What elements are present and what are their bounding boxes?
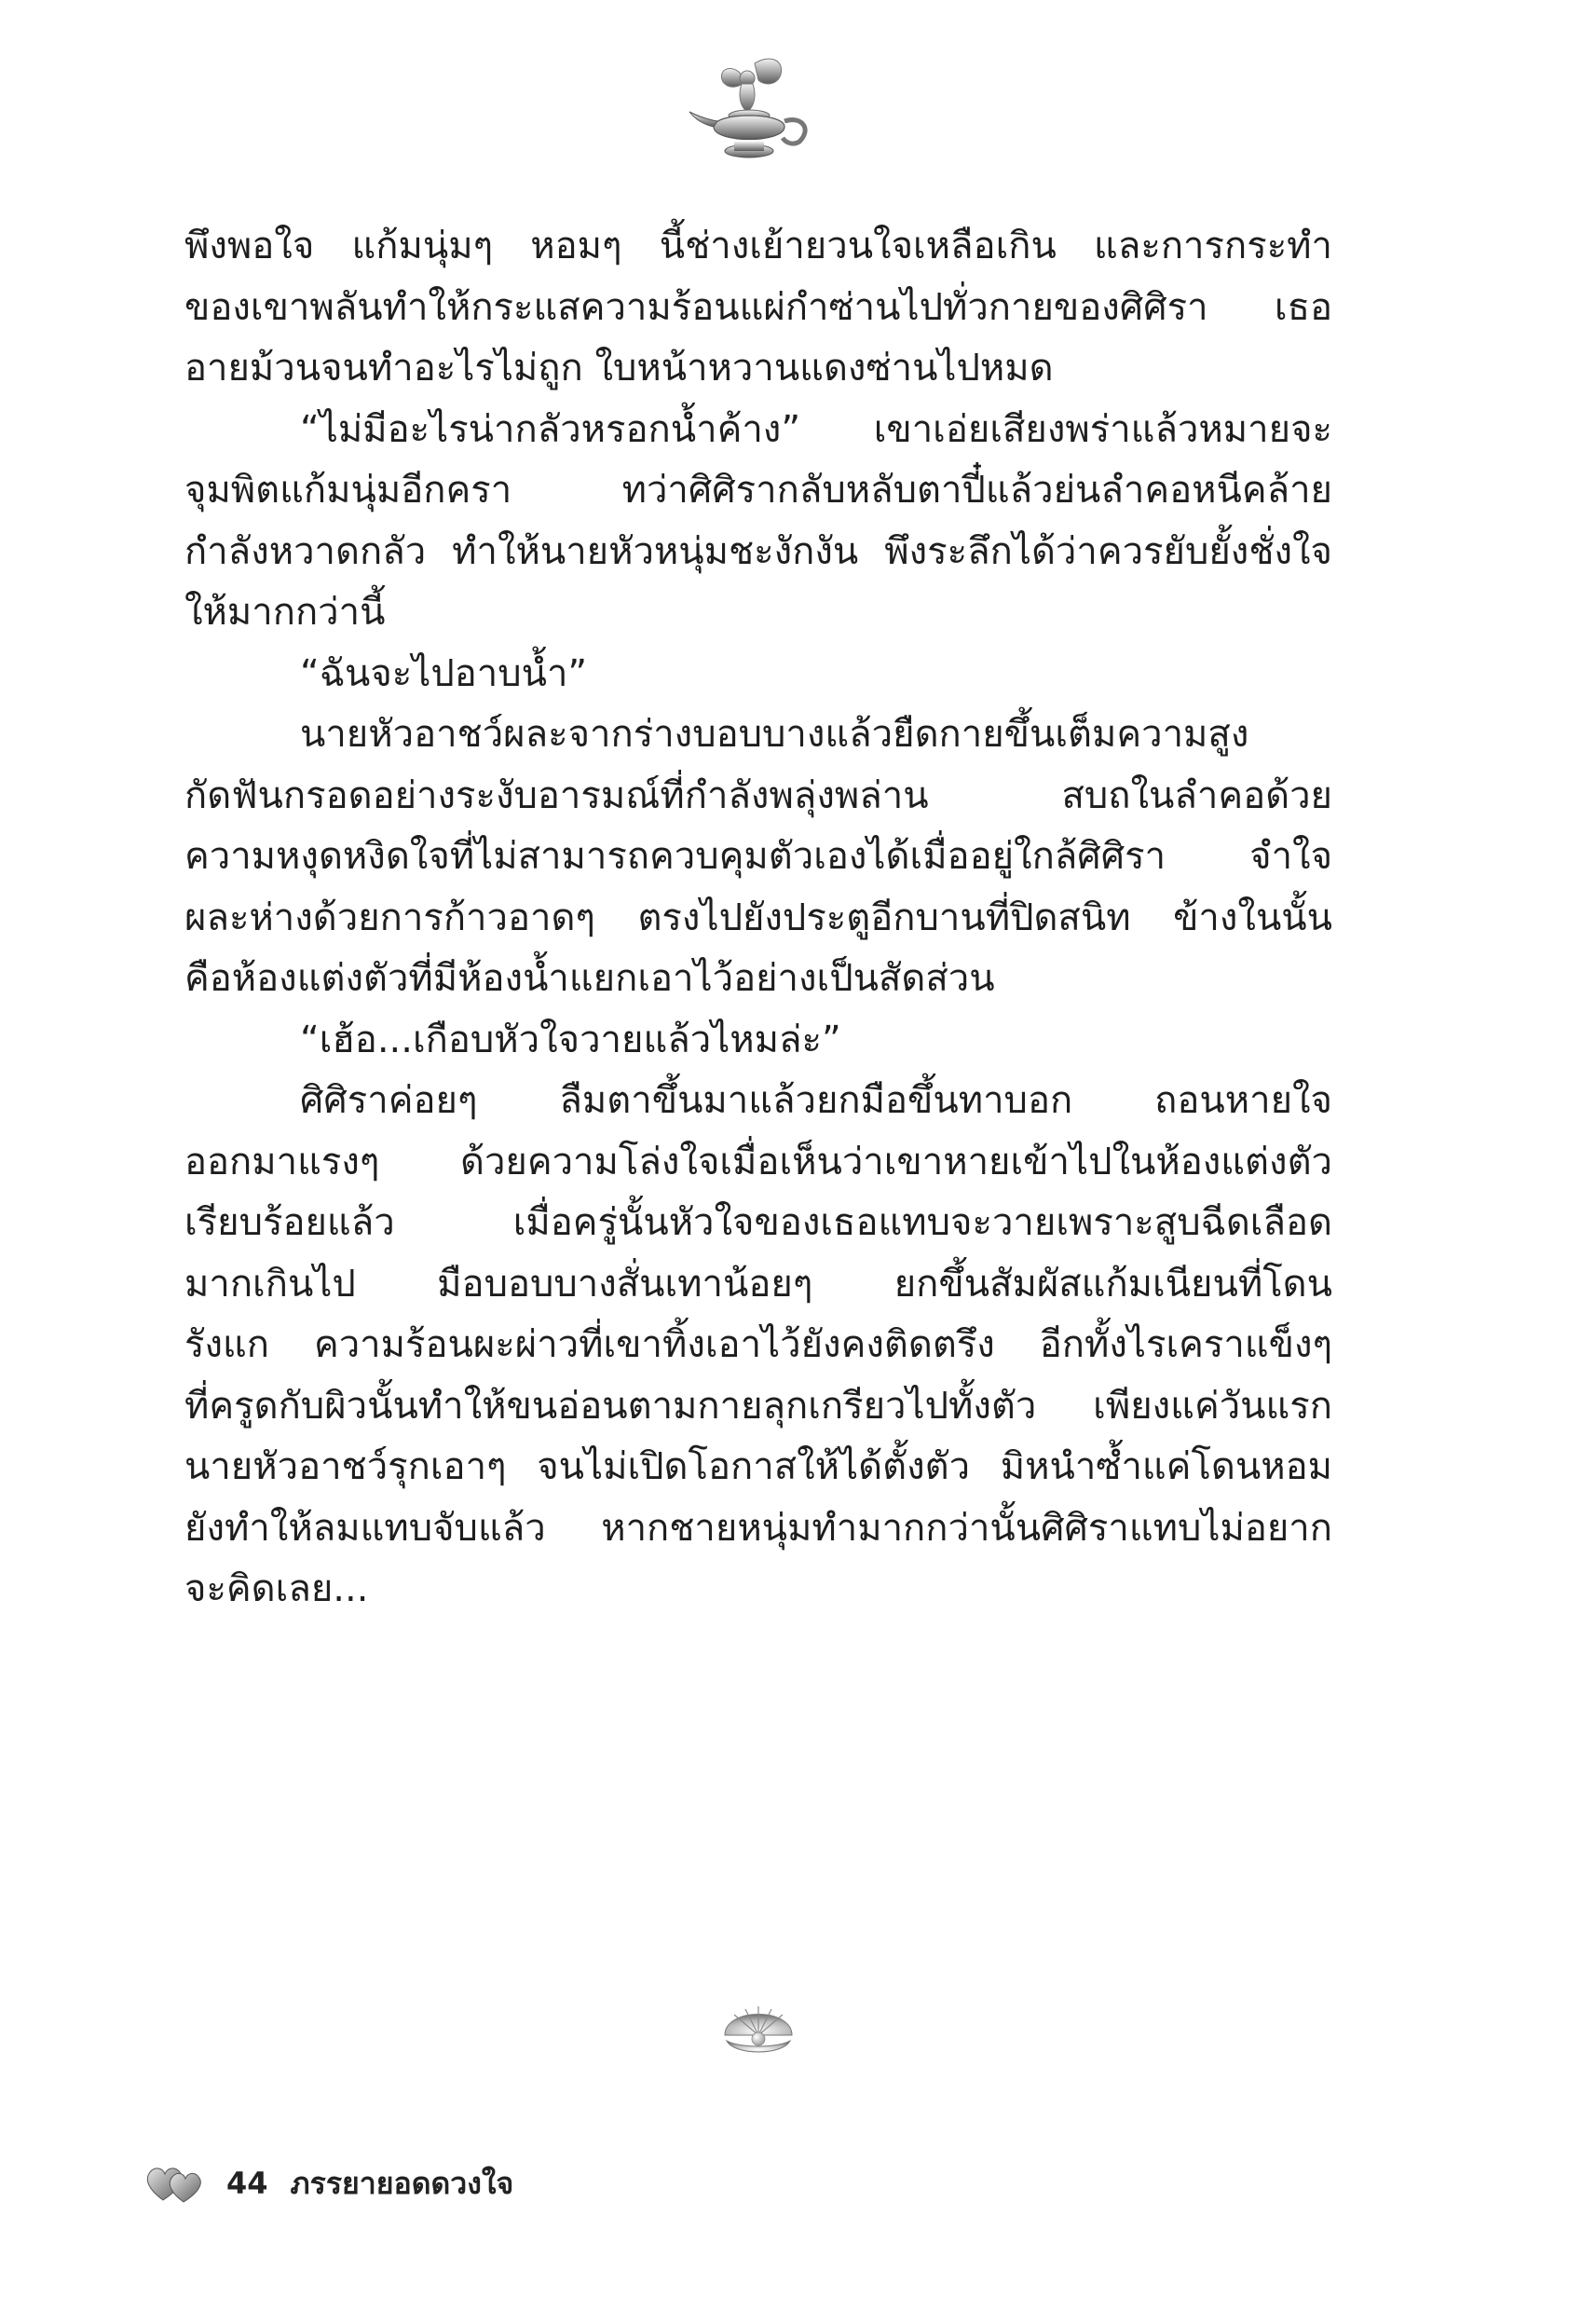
text-line: ผละห่างด้วยการก้าวอาดๆ ตรงไปยังประตูอีกบานที่ปิดสนิท ข้างในนั้น [184, 896, 1332, 939]
text-line: ของเขาพลันทำให้กระแสความร้อนแผ่กำซ่านไปทั่วกายของศิศิรา เธอ [184, 285, 1332, 329]
text-line: ความหงุดหงิดใจที่ไม่สามารถควบคุมตัวเองได้เมื่ออยู่ใกล้ศิศิรา จำใจ [184, 835, 1332, 878]
text-line: คือห้องแต่งตัวที่มีห้องน้ำแยกเอาไว้อย่างเป็นสัดส่วน [184, 957, 995, 1000]
text-line: กำลังหวาดกลัว ทำให้นายหัวหนุ่มชะงักงัน พึงระลึกได้ว่าควรยับยั้งชั่งใจ [184, 529, 1332, 573]
text-line: กัดฟันกรอดอย่างระงับอารมณ์ที่กำลังพลุ่งพล่าน สบถในลำคอด้วย [184, 773, 1332, 817]
text-line: พึงพอใจ แก้มนุ่มๆ หอมๆ นี้ช่างเย้ายวนใจเหลือเกิน และการกระทำ [184, 225, 1332, 267]
text-line: “เฮ้อ...เกือบหัวใจวายแล้วไหมล่ะ” [300, 1018, 841, 1061]
text-line: ศิศิราค่อยๆ ลืมตาขึ้นมาแล้วยกมือขึ้นทาบอก ถอนหายใจ [300, 1079, 1332, 1122]
pearl-shell-icon [721, 1994, 796, 2061]
text-line: “ไม่มีอะไรน่ากลัวหรอกน้ำค้าง” เขาเอ่ยเสียงพร่าแล้วหมายจะ [300, 407, 1332, 451]
text-line: ให้มากกว่านี้ [184, 591, 386, 634]
cupid-teapot-icon [688, 54, 818, 168]
hearts-icon [144, 2163, 204, 2204]
text-line: เรียบร้อยแล้ว เมื่อครู่นั้นหัวใจของเธอแทบจะวายเพราะสูบฉีดเลือด [184, 1201, 1332, 1244]
text-line: นายหัวอาชว์ผละจากร่างบอบบางแล้วยืดกายขึ้นเต็มความสูง [300, 713, 1249, 756]
text-line: รังแก ความร้อนผะผ่าวที่เขาทิ้งเอาไว้ยังคงติดตรึง อีกทั้งไรเคราแข็งๆ [184, 1323, 1332, 1366]
text-line: ออกมาแรงๆ ด้วยความโล่งใจเมื่อเห็นว่าเขาหายเข้าไปในห้องแต่งตัว [184, 1140, 1332, 1183]
text-line: มากเกินไป มือบอบบางสั่นเทาน้อยๆ ยกขึ้นสัมผัสแก้มเนียนที่โดน [184, 1262, 1332, 1306]
page-number: 44 [226, 2166, 268, 2201]
text-line: จุมพิตแก้มนุ่มอีกครา ทว่าศิศิรากลับหลับตาปี๋แล้วย่นลำคอหนีคล้าย [184, 469, 1332, 512]
text-line: จะคิดเลย... [184, 1567, 369, 1610]
page-footer [144, 2160, 513, 2207]
text-line: อายม้วนจนทำอะไรไม่ถูก ใบหน้าหวานแดงซ่านไปหมด [184, 347, 1054, 390]
text-line: ที่ครูดกับผิวนั้นทำให้ขนอ่อนตามกายลุกเกรียวไปทั้งตัว เพียงแค่วันแรก [184, 1384, 1332, 1428]
text-line: “ฉันจะไปอาบน้ำ” [300, 651, 588, 695]
text-line: นายหัวอาชว์รุกเอาๆ จนไม่เปิดโอกาสให้ได้ตั้งตัว มิหนำซ้ำแค่โดนหอม [184, 1445, 1332, 1488]
book-title: ภรรยายอดดวงใจ [290, 2165, 514, 2201]
text-line: ยังทำให้ลมแทบจับแล้ว หากชายหนุ่มทำมากกว่านั้นศิศิราแทบไม่อยาก [184, 1506, 1332, 1550]
body-text [184, 216, 1332, 1620]
